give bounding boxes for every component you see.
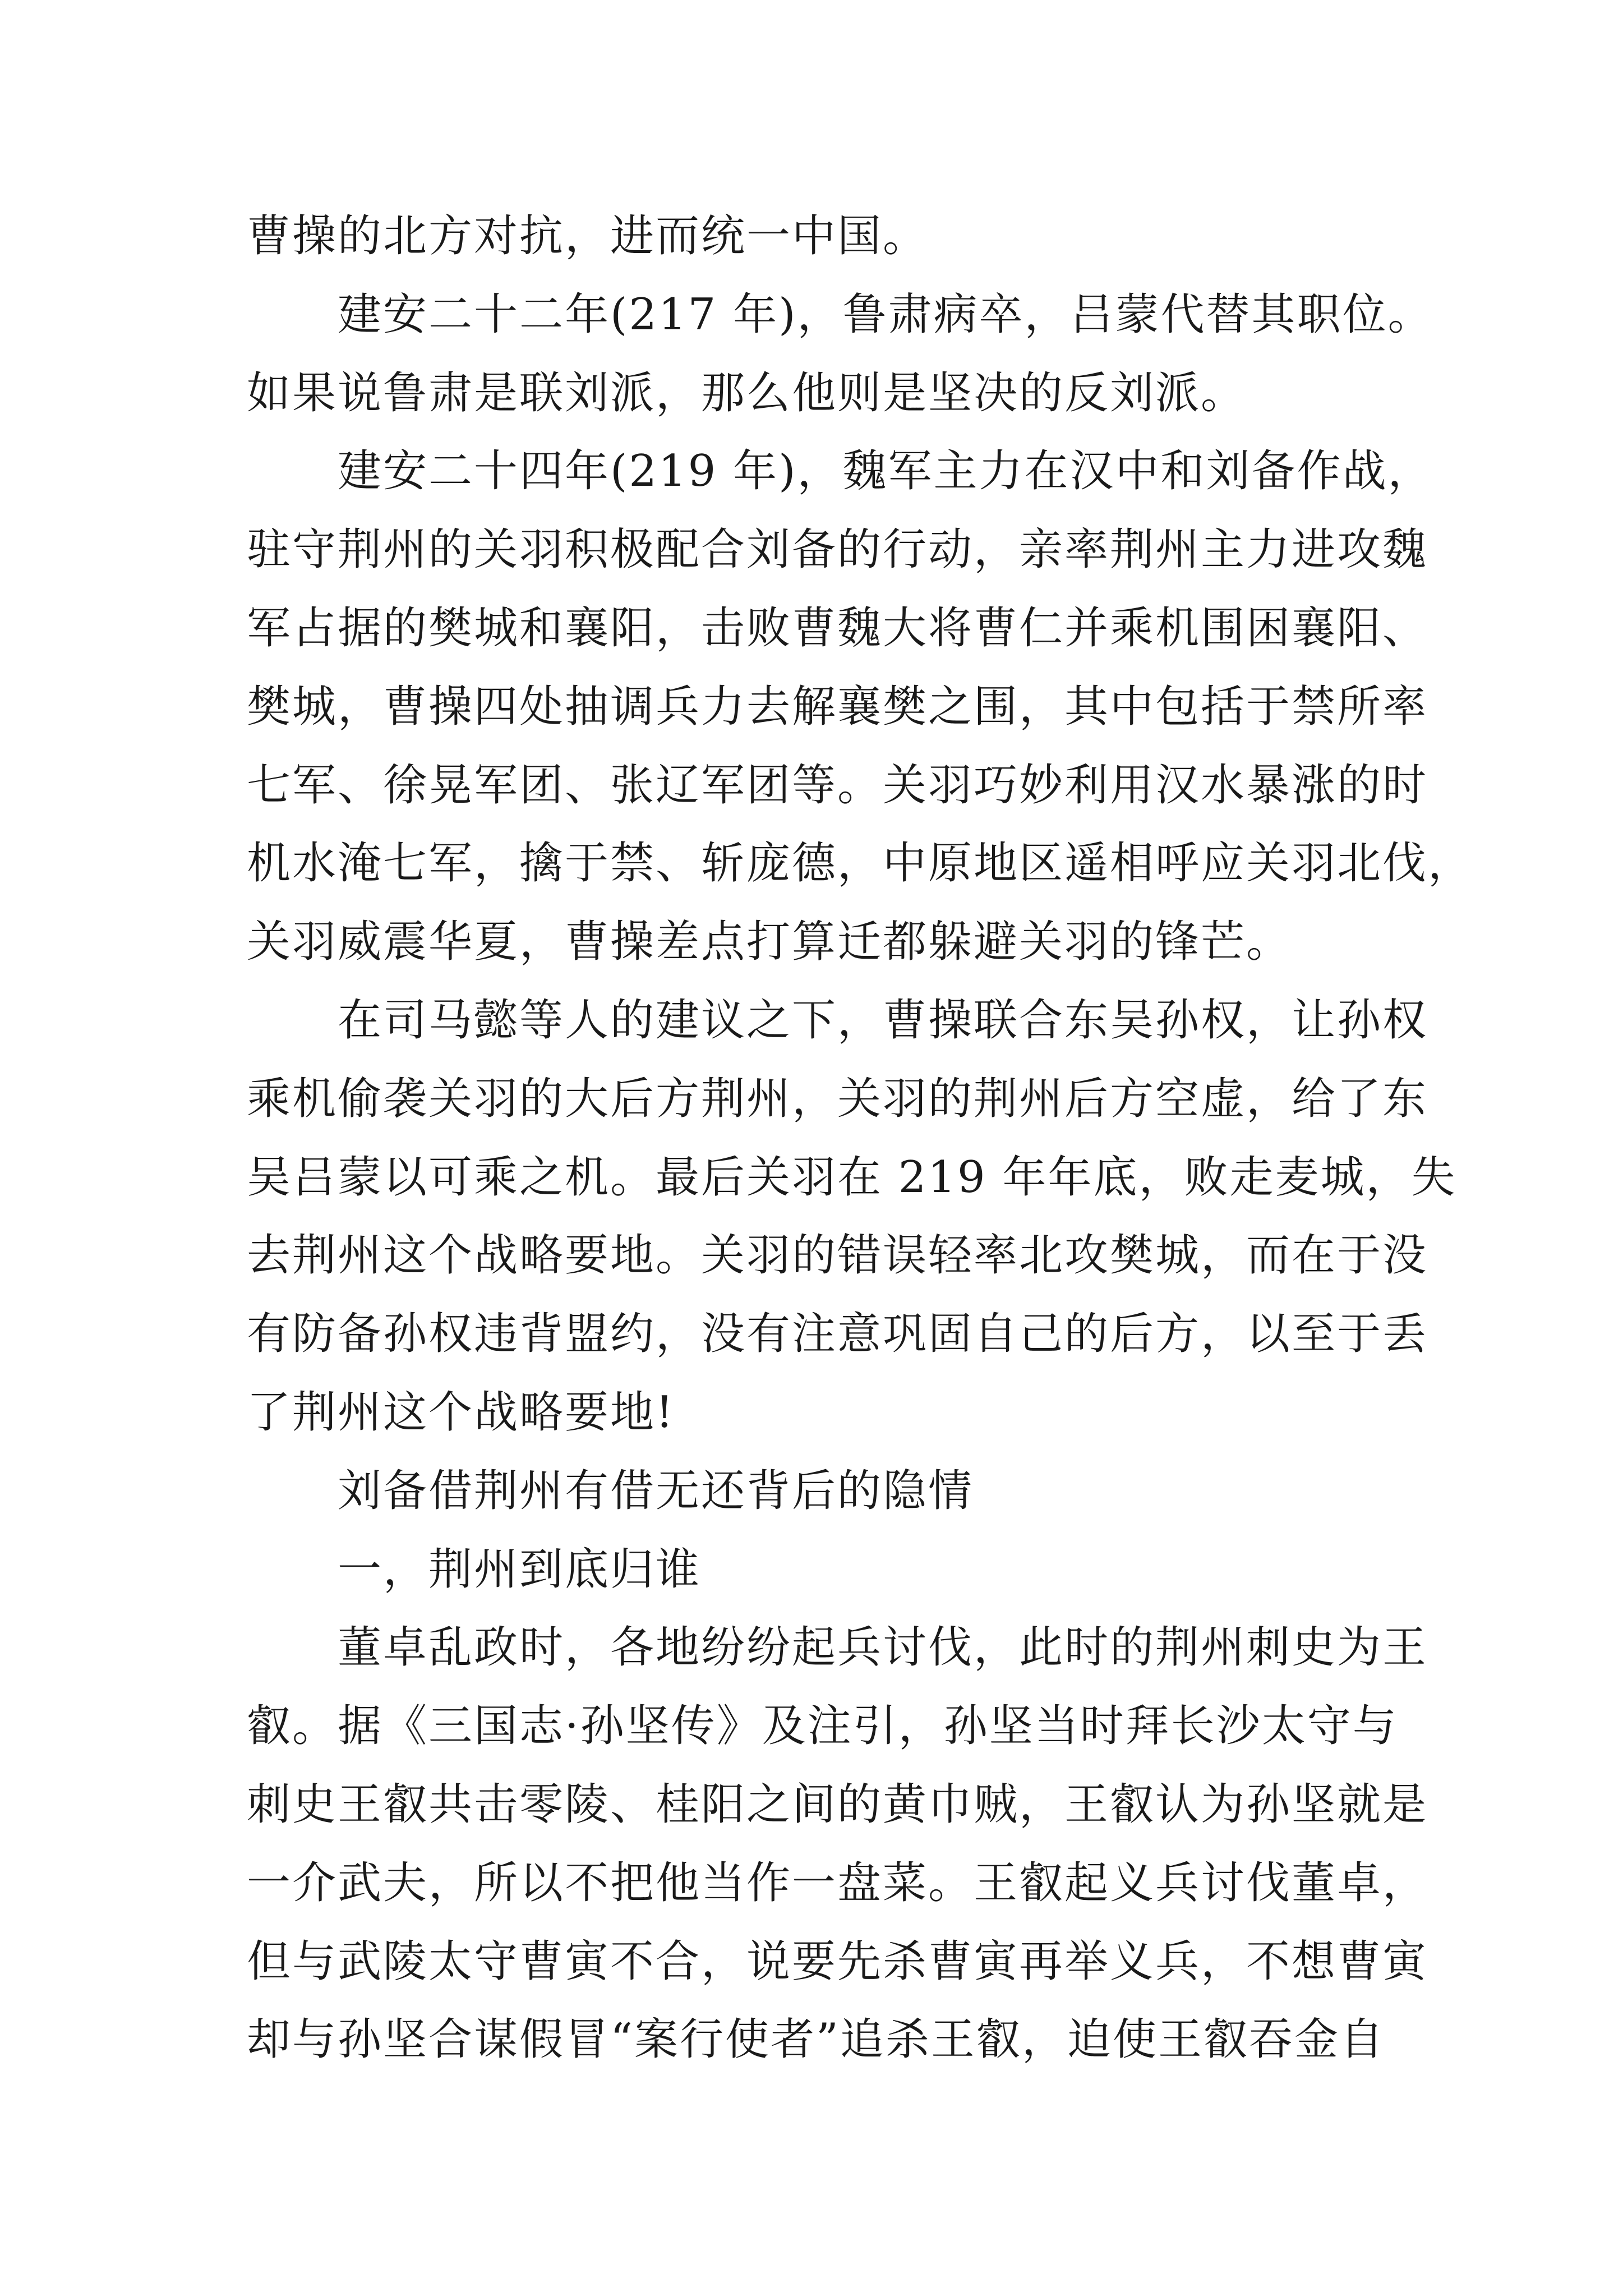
paragraph-first-line: 建安二十二年(217 年)，鲁肃病卒，吕蒙代替其职位。 <box>338 289 1433 340</box>
text-line: 叡。据《三国志·孙坚传》及注引，孙坚当时拜长沙太守与 <box>247 1701 1398 1752</box>
text-line: 曹操的北方对抗，进而统一中国。 <box>247 211 929 261</box>
text-line: 如果说鲁肃是联刘派，那么他则是坚决的反刘派。 <box>247 367 1247 418</box>
paragraph-first-line: 在司马懿等人的建议之下，曹操联合东吴孙权，让孙权 <box>338 995 1428 1046</box>
text-line: 七军、徐晃军团、张辽军团等。关羽巧妙利用汉水暴涨的时 <box>247 760 1428 811</box>
text-line: 樊城，曹操四处抽调兵力去解襄樊之围，其中包括于禁所率 <box>247 681 1428 732</box>
text-line: 驻守荆州的关羽积极配合刘备的行动，亲率荆州主力进攻魏 <box>247 524 1428 576</box>
subsection-heading: 一，荆州到底归谁 <box>338 1544 702 1595</box>
text-line: 吴吕蒙以可乘之机。最后关羽在 219 年年底，败走麦城，失 <box>247 1152 1457 1203</box>
text-line: 有防备孙权违背盟约，没有注意巩固自己的后方，以至于丢 <box>247 1309 1428 1360</box>
text-line: 一介武夫，所以不把他当作一盘菜。王叡起义兵讨伐董卓， <box>247 1857 1428 1908</box>
text-line: 乘机偷袭关羽的大后方荆州，关羽的荆州后方空虚，给了东 <box>247 1073 1428 1124</box>
text-line: 刺史王叡共击零陵、桂阳之间的黄巾贼，王叡认为孙坚就是 <box>247 1779 1428 1830</box>
text-line: 去荆州这个战略要地。关羽的错误轻率北攻樊城，而在于没 <box>247 1230 1428 1281</box>
section-heading: 刘备借荆州有借无还背后的隐情 <box>338 1465 974 1516</box>
text-line: 机水淹七军，擒于禁、斩庞德，中原地区遥相呼应关羽北伐， <box>247 838 1474 889</box>
paragraph-first-line: 董卓乱政时，各地纷纷起兵讨伐，此时的荆州刺史为王 <box>338 1622 1428 1673</box>
paragraph-first-line: 建安二十四年(219 年)，魏军主力在汉中和刘备作战， <box>338 446 1433 497</box>
text-line: 军占据的樊城和襄阳，击败曹魏大将曹仁并乘机围困襄阳、 <box>247 602 1428 654</box>
body-text <box>247 197 1474 2079</box>
text-line: 关羽威震华夏，曹操差点打算迁都躲避关羽的锋芒。 <box>247 917 1292 968</box>
text-line: 了荆州这个战略要地! <box>247 1387 675 1438</box>
text-line: 但与武陵太守曹寅不合，说要先杀曹寅再举义兵，不想曹寅 <box>247 1936 1428 1987</box>
text-line: 却与孙坚合谋假冒“案行使者”追杀王叡，迫使王叡吞金自 <box>247 2014 1385 2065</box>
